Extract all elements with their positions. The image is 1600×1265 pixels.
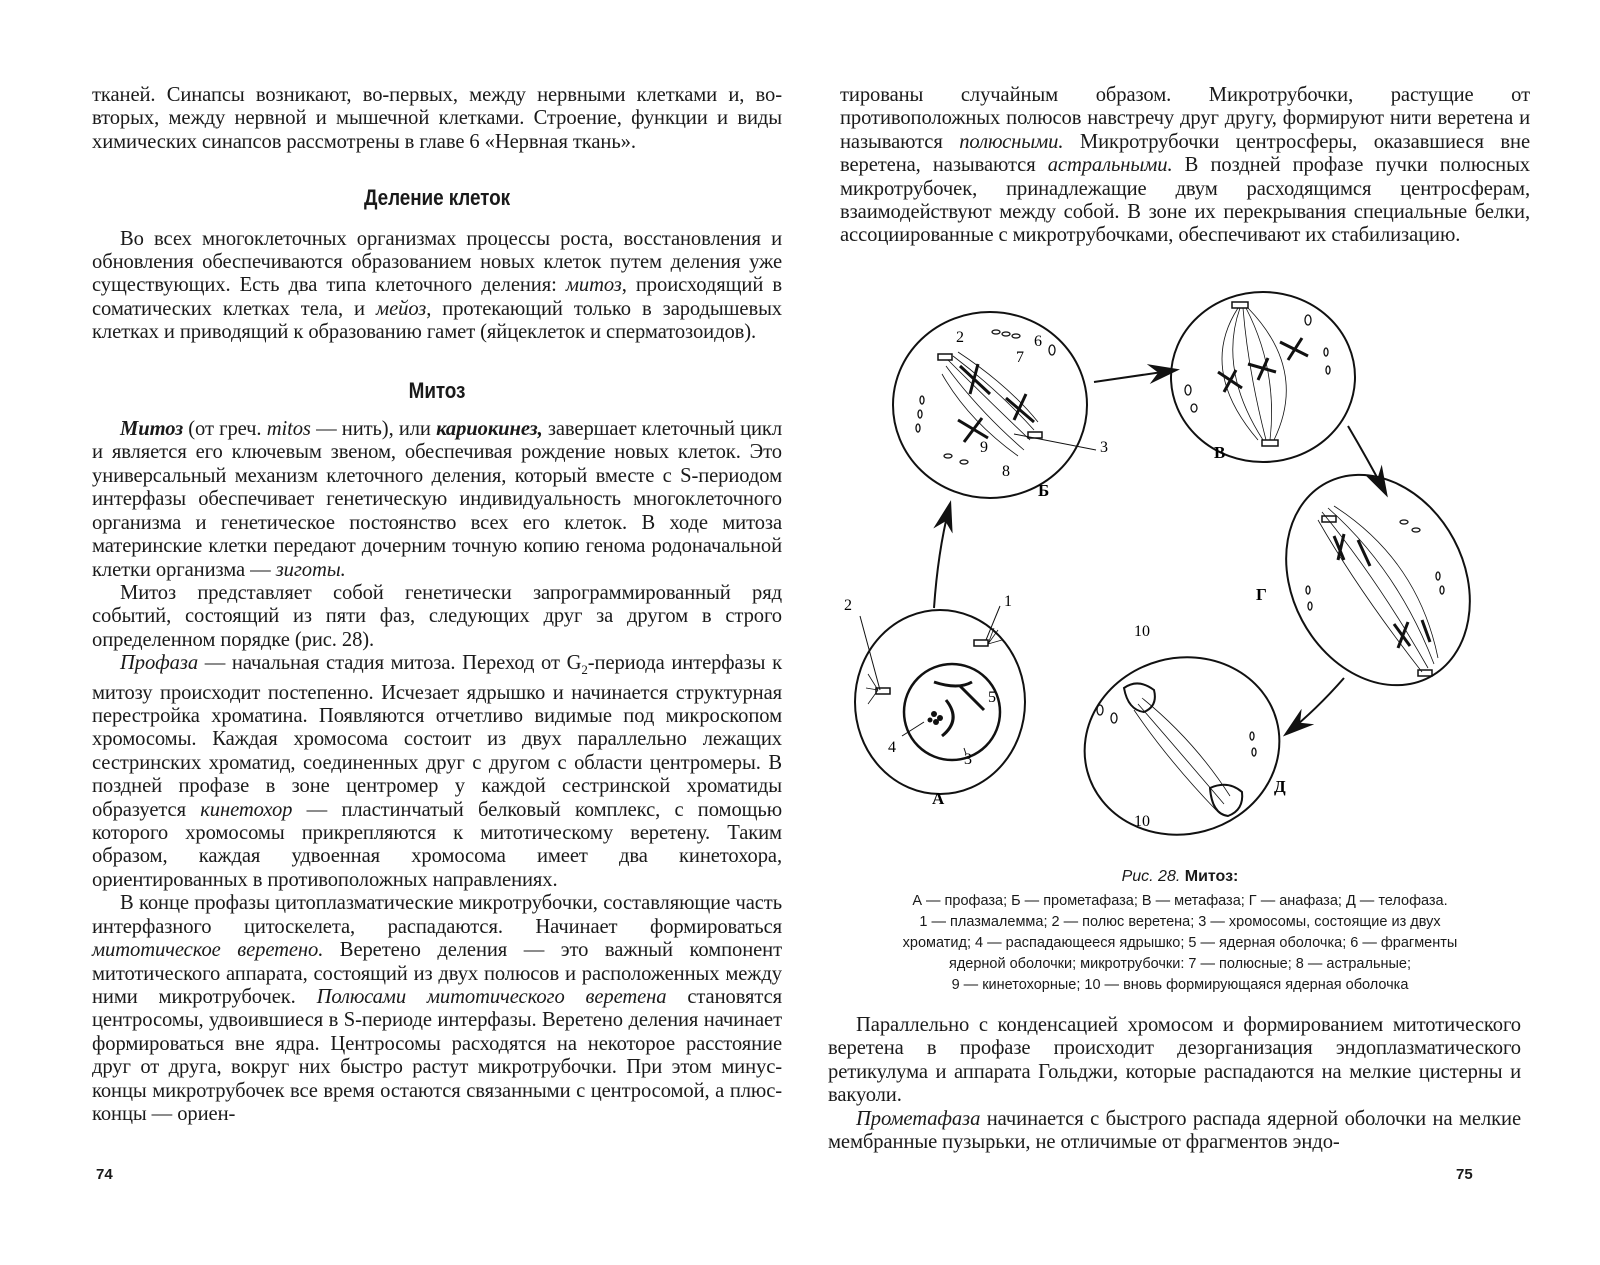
- term-mitoz-bold: Митоз: [120, 418, 184, 441]
- right-page-text-bottom: [828, 1014, 1521, 1154]
- caption-title: Рис. 28. Митоз:: [1121, 868, 1239, 885]
- term-meioz: мейоз: [376, 297, 427, 320]
- caption-line-5: 9 — кинетохорные; 10 — вновь формирующаяся ядерная оболочка: [951, 977, 1409, 993]
- label-stage-v: В: [1214, 443, 1226, 462]
- heading-cell-division: Деление клеток: [364, 185, 510, 211]
- arrow-b-to-v: [1094, 370, 1176, 382]
- arrow-a-to-b: [934, 504, 950, 608]
- label-2: 2: [844, 597, 852, 614]
- caption-line-2: 1 — плазмалемма; 2 — полюс веретена; 3 — хромосомы, состоящие из двух: [919, 914, 1441, 930]
- left-page-text: [92, 84, 782, 1126]
- para-cell-division: Во всех многоклеточных организмах процессы роста, восстановления и обновления обеспечиваются образованием новых клеток путем деления уже существующих. Есть два типа клеточного деления: митоз, происходящий в соматических клетках тела, и мейоз, протекающий только в зародышевых клетках и приводящий к образованию гамет (яйцеклеток и сперматозоидов).: [92, 227, 783, 344]
- caption-line-1: А — профаза; Б — прометафаза; В — метафаза; Г — анафаза; Д — телофаза.: [912, 893, 1448, 909]
- label-7: 7: [1016, 349, 1024, 366]
- mitosis-figure: [838, 290, 1518, 860]
- cell-metaphase: [1171, 292, 1355, 462]
- para-mitoz-phases: Митоз представляет собой генетически запрограммированный ряд событий, состоящий из пяти фаз, следующих друг за другом в строго определенном порядке (рис. 28).: [92, 581, 782, 651]
- label-8: 8: [1002, 463, 1010, 480]
- term-polar: полюсными.: [959, 130, 1064, 153]
- para-prometaphase: Прометафаза начинается с быстрого распада ядерной оболочки на мелкие мембранные пузырьки, не отличимые от фрагментов эндо-: [828, 1107, 1521, 1154]
- cell-telophase: [1065, 636, 1300, 857]
- right-page-text-top: [840, 84, 1530, 248]
- heading-mitoz: Митоз: [408, 377, 466, 403]
- caption-line-3: хроматид; 4 — распадающееся ядрышко; 5 — ядерная оболочка; 6 — фрагменты: [902, 935, 1458, 951]
- figure-caption: [830, 866, 1530, 996]
- label-2b: 2: [956, 329, 964, 346]
- cell-prometaphase: [893, 312, 1096, 498]
- para-microtubules: тированы случайным образом. Микротрубочки, растущие от противоположных полюсов навстречу друг другу, формируют нити веретена и называются полюсными. Микротрубочки центросферы, оказавшиеся вне веретена, называются астральными. В поздней профазе пучки полюсных микротрубочек, принадлежащие двум расходящимся центросферам, взаимодействуют между собой. В зоне их перекрывания специальные белки, ассоциированные с микротрубочками, обеспечивают их стабилизацию.: [840, 84, 1530, 247]
- label-9: 9: [980, 439, 988, 456]
- term-zygote: зиготы.: [275, 558, 346, 581]
- term-mitoz: митоз: [565, 274, 622, 297]
- page-number-right: 75: [1456, 1166, 1473, 1183]
- label-4: 4: [888, 739, 896, 756]
- term-prometaphase: Прометафаза: [856, 1107, 981, 1130]
- label-3a: 3: [964, 751, 972, 768]
- para-mitoz-definition: Митоз (от греч. mitos — нить), или кариокинез, завершает клеточный цикл и является его ключевым звеном, обеспечивая рождение новых клеток. Это универсальный механизм клеточного деления, который вместе с S-периодом интерфазы обеспечивает генетическую индивидуальность многоклеточного организма и генетическое постоянство всех его клеток. В ходе митоза материнские клетки передают дочерним точную копию генома родоначальной клетки организма — зиготы.: [92, 418, 783, 581]
- para-synapses: тканей. Синапсы возникают, во-первых, между нервными клетками и, во-вторых, между нервной и мышечной клетками. Строение, функции и виды химических синапсов рассмотрены в главе 6 «Нервная ткань».: [92, 84, 782, 153]
- term-kinetochore: кинетохор: [200, 798, 293, 821]
- caption-line-4: ядерной оболочки; микротрубочки: 7 — полюсные; 8 — астральные;: [948, 956, 1412, 972]
- term-prophase: Профаза: [120, 652, 199, 675]
- label-3b: 3: [1100, 439, 1108, 456]
- para-prophase: Профаза — начальная стадия митоза. Переход от $G_2$-периода интерфазы к митозу происходит постепенно. Исчезает ядрышко и начинается структурная перестройка хроматина. Появляются отчетливо видимые под микроскопом хромосомы. Каждая хромосома состоит из двух параллельно лежащих сестринских хроматид, соединенных друг с другом с области центромеры. В поздней профазе в зоне центромер у каждой сестринской хроматиды образуется кинетохор — пластинчатый белковый комплекс, с помощью которого хромосомы прикрепляются к митотическому веретену. Таким образом, каждая удвоенная хромосома имеет два кинетохора, ориентированных в противоположных направлениях.: [92, 652, 782, 891]
- label-5: 5: [988, 689, 996, 706]
- label-stage-g: Г: [1256, 585, 1267, 604]
- arrow-g-to-d: [1286, 678, 1344, 734]
- para-er-golgi: Параллельно с конденсацией хромосом и формированием митотического веретена в профазе происходит дезорганизация эндоплазматического ретикулума и аппарата Гольджи, которые распадаются на мелкие цистерны и вакуоли.: [828, 1014, 1521, 1107]
- right-page: [800, 0, 1600, 1265]
- para-late-prophase: В конце профазы цитоплазматические микротрубочки, составляющие часть интерфазного цитоскелета, распадаются. Начинает формироваться митотическое веретено. Веретено деления — это важный компонент митотического аппарата, состоящий из двух полюсов и расположенных между ними микротрубочек. Полюсами митотического веретена становятся центросомы, удвоившиеся в S-периоде интерфазы. Веретено деления начинает формироваться вне ядра. Центросомы расходятся на некоторое расстояние друг от друга, вокруг них быстро растут микротрубочки. При этом минус-концы микротрубочек все время остаются связанными с центросомой, а плюс-концы — ориен-: [92, 892, 782, 1125]
- label-6: 6: [1034, 333, 1042, 350]
- page-number-left: 74: [96, 1166, 113, 1183]
- term-astral: астральными.: [1047, 154, 1173, 177]
- label-stage-b: Б: [1038, 481, 1050, 500]
- arrow-v-to-g: [1348, 426, 1386, 494]
- label-10a: 10: [1134, 623, 1150, 640]
- label-stage-d: Д: [1274, 777, 1286, 796]
- label-stage-a: А: [932, 789, 945, 808]
- label-10b: 10: [1134, 813, 1150, 830]
- term-spindle-poles: Полюсами митотического веретена: [316, 985, 667, 1008]
- label-1: 1: [1004, 593, 1012, 610]
- term-karyokinesis: кариокинез,: [436, 418, 543, 441]
- cell-anaphase: [1250, 443, 1505, 718]
- term-mitotic-spindle: митотическое веретено.: [92, 939, 324, 962]
- cell-prophase: [855, 610, 1025, 794]
